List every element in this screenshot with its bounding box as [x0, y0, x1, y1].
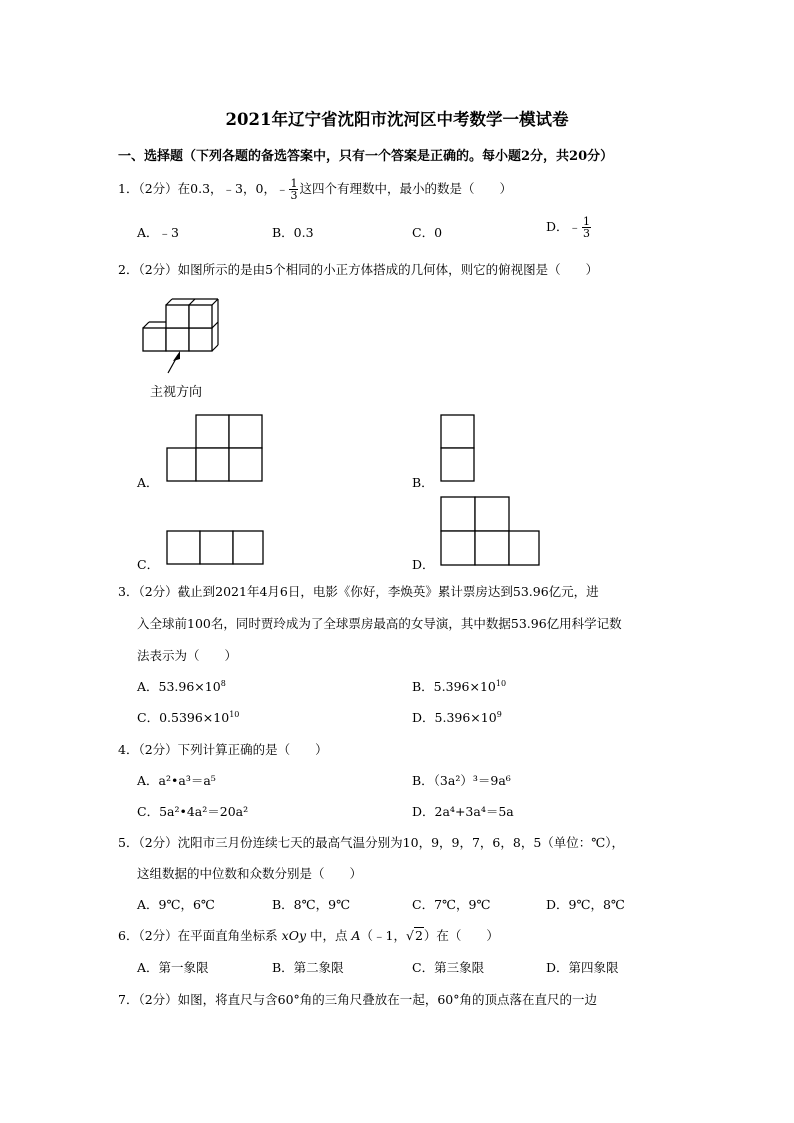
q6-option-c: C．第三象限 — [412, 960, 485, 975]
q6-option-d: D．第四象限 — [546, 960, 619, 975]
question-4-stem: 4．（2分）下列计算正确的是（ ） — [118, 742, 328, 757]
q2-option-d: D． — [412, 557, 435, 572]
view-direction-label: 主视方向 — [150, 385, 203, 400]
section-heading: 一、选择题（下列各题的备选答案中，只有一个答案是正确的。每小题2分，共20分） — [118, 149, 614, 164]
option-b-top-view — [440, 414, 480, 484]
question-1-stem: 1．（2分）在0.3，﹣3，0，﹣ $\frac{1}{3}$ 这四个有理数中，最小的数是（ ） — [118, 177, 512, 202]
q2-option-c: C． — [137, 557, 160, 572]
q6-option-b: B．第二象限 — [272, 960, 344, 975]
q6-option-a: A．第一象限 — [137, 960, 209, 975]
q4-option-c: C．5a²•4a²＝20a² — [137, 804, 249, 819]
question-2-stem: 2．（2分）如图所示的是由5个相同的小正方体搭成的几何体，则它的俯视图是（ ） — [118, 262, 599, 277]
q1-option-d: D．﹣ $\frac{1}{3}$ — [546, 215, 591, 240]
question-7-line-1: 7．（2分）如图，将直尺与含60°角的三角尺叠放在一起，60°角的顶点落在直尺的一边 — [118, 992, 597, 1007]
exam-title: 2021年辽宁省沈阳市沈河区中考数学一模试卷 — [225, 110, 569, 129]
q1-option-a: A．﹣3 — [137, 225, 179, 240]
q3-option-b: B．$5.396\times 10^{10}$ — [412, 678, 507, 694]
q5-option-c: C．7℃，9℃ — [412, 897, 491, 912]
q2-option-a: A． — [137, 475, 159, 490]
q4-option-b: B．（3a²）³＝9a⁶ — [412, 773, 511, 788]
q5-option-d: D．9℃，8℃ — [546, 897, 625, 912]
q3-option-d: D．$5.396\times 10^9$ — [412, 709, 502, 725]
q1-option-c: C．0 — [412, 225, 443, 240]
q5-option-a: A．9℃，6℃ — [137, 897, 215, 912]
question-3-line-1: 3．（2分）截止到2021年4月6日，电影《你好，李焕英》累计票房达到53.96亿元，进 — [118, 584, 599, 599]
option-a-top-view — [166, 414, 266, 484]
q2-option-b: B． — [412, 475, 434, 490]
q1-option-b: B．0.3 — [272, 225, 314, 240]
question-5-line-2: 这组数据的中位数和众数分别是（ ） — [137, 866, 363, 881]
question-6-stem: 6．（2分）在平面直角坐标系 xOy 中，点 A（﹣1，√2）在（ ） — [118, 928, 499, 943]
question-5-line-1: 5．（2分）沈阳市三月份连续七天的最高气温分别为10，9，9，7，6，8，5（单位：℃）， — [118, 835, 625, 850]
option-c-top-view — [166, 530, 266, 568]
fraction-one-third: $\frac{1}{3}$ — [290, 177, 298, 202]
q3-option-a: A．$53.96\times 10^8$ — [137, 678, 226, 694]
cube-solid-figure — [140, 297, 230, 379]
question-3-line-2: 入全球前100名，同时贾玲成为了全球票房最高的女导演，其中数据53.96亿用科学记数 — [137, 616, 622, 631]
option-d-top-view — [440, 496, 542, 568]
question-3-line-3: 法表示为（ ） — [137, 648, 238, 663]
q3-option-c: C．$0.5396\times 10^{10}$ — [137, 709, 240, 725]
q5-option-b: B．8℃，9℃ — [272, 897, 351, 912]
sqrt-sign: √ — [405, 928, 414, 943]
q4-option-a: A．a²•a³＝a⁵ — [137, 773, 216, 788]
q4-option-d: D．2a⁴+3a⁴＝5a — [412, 804, 514, 819]
